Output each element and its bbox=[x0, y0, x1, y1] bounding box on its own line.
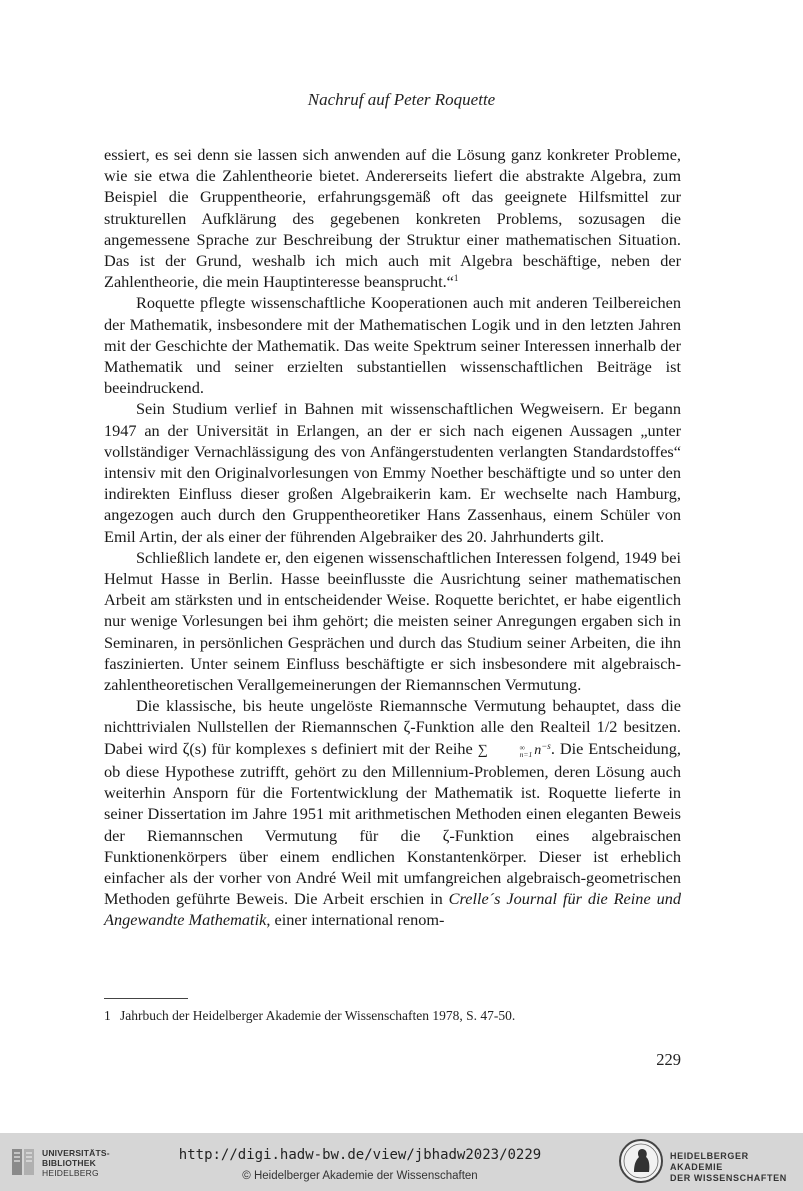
footnote-reference[interactable]: 1 bbox=[453, 273, 459, 284]
university-library-emblem-icon bbox=[8, 1145, 38, 1179]
footnote-separator bbox=[104, 998, 188, 999]
academy-name: HEIDELBERGER AKADEMIE DER WISSENSCHAFTEN bbox=[670, 1151, 787, 1183]
paragraph-2: Roquette pflegte wissenschaftliche Kooperationen auch mit anderen Teilbereichen der Mathematik, insbesondere mit der Mathematischen Logik und in den letzten Jahren mit der Geschichte der Mathematik. Das weite Spektrum seiner Interessen innerhalb der Mathematik und seiner erzielten substantiellen wissenschaftlichen Beiträge ist beeindruckend. bbox=[104, 293, 681, 398]
page-number: 229 bbox=[656, 1050, 681, 1069]
paragraph-5: Die klassische, bis heute ungelöste Riemannsche Vermutung behauptet, dass die nichttrivialen Nullstellen der Riemannschen ζ-Funktion alle den Realteil 1/2 besitzen. Dabei wird ζ(s) für komplexes s definiert mit der Reihe ∑ ∞ n=1 $n^{-s}$. Die Entscheidung, ob diese Hypothese zutrifft, gehört zu den Millennium-Problemen, deren Lösung auch weiterhin Ansporn für die Fortentwicklung der Mathematik ist. Roquette lieferte in seiner Dissertation im Jahre 1951 mit arithmetischen Methoden einen eleganten Beweis der Riemannschen Vermutung für die ζ-Funktion eines algebraischen Funktionenkörpers über einem endlichen Konstantenkörper. Dieser ist erheblich einfacher als der vorher von André Weil mit umfangreichen algebraisch-geometrischen Methoden geführte Beweis. Die Arbeit erschien in Crelle´s Journal für die Reine und Angewandte Mathematik, einer international renom- bbox=[104, 696, 681, 930]
paragraph-3: Sein Studium verlief in Bahnen mit wissenschaftlichen Wegweisern. Er begann 1947 an der Universität in Erlangen, an der er sich nach eigenen Aussagen „unter vollständiger Vernachlässigung des von Anfängerstudenten verlangten Standardstoffes“ intensiv mit den Originalvorlesungen von Emmy Noether beschäftigte und so unter den indirekten Einfluss dieser großen Algebraikerin kam. Er wechselte nach Hamburg, angezogen auch durch den Gruppentheoretiker Hans Zassenhaus, einem Schüler von Emil Artin, der als einer der führenden Algebraiker des 20. Jahrhunderts gilt. bbox=[104, 399, 681, 546]
paragraph-1: essiert, es sei denn sie lassen sich anwenden auf die Lösung ganz konkreter Probleme, wie sie etwa die Zahlentheorie bietet. Andererseits liefert die abstrakte Algebra, zum Beispiel die Gruppentheorie, erfahrungsgemäß oft das geeignete Hilfsmittel zur strukturellen Aufklärung des gegebenen konkreten Problems, sozusagen die angemessene Sprache zur Beschreibung der Struktur einer mathematischen Situation. Das ist der Grund, weshalb ich mich auch mit Algebra beschäftige, neben der Zahlentheorie, die mein Hauptinteresse beansprucht.“$^1$ bbox=[104, 145, 681, 292]
zeta-series-formula: ∑ ∞ n=1 $n^{-s}$ bbox=[477, 740, 551, 759]
body-text bbox=[104, 144, 681, 931]
permalink-url[interactable]: http://digi.hadw-bw.de/view/jbhadw2023/0229 bbox=[178, 1147, 542, 1163]
running-head: Nachruf auf Peter Roquette bbox=[307, 90, 496, 109]
footnote-number: 1 bbox=[104, 1008, 111, 1023]
copyright-notice: © Heidelberger Akademie der Wissenschaften bbox=[242, 1170, 478, 1182]
journal-title: Crelle´s Journal für die Reine und Angewandte Mathematik bbox=[104, 889, 681, 930]
paragraph-4: Schließlich landete er, den eigenen wissenschaftlichen Interessen folgend, 1949 bei Helmut Hasse in Berlin. Hasse beeinflusste die Ausrichtung seiner mathematischen Arbeit am stärksten und in entscheidender Weise. Roquette berichtet, er habe eigentlich nur wenige Vorlesungen bei ihm gehört; die meisten seiner Anregungen ergaben sich in Seminaren, in persönlichen Gesprächen und durch das Studium seiner Arbeiten, die ihn faszinierten. Unter seinem Einfluss beschäftigte er sich insbesondere mit algebraisch-zahlentheoretischen Verallgemeinerungen der Riemannschen Vermutung. bbox=[104, 547, 681, 695]
university-library-logo[interactable] bbox=[8, 1145, 108, 1181]
footnote bbox=[104, 1007, 681, 1025]
academy-portrait-seal-icon bbox=[618, 1138, 664, 1184]
academy-logo[interactable] bbox=[618, 1138, 803, 1188]
university-library-name: UNIVERSITÄTS- BIBLIOTHEK HEIDELBERG bbox=[42, 1148, 110, 1178]
footnote-text: Jahrbuch der Heidelberger Akademie der Wissenschaften 1978, S. 47-50. bbox=[120, 1008, 516, 1023]
viewer-footer bbox=[0, 1133, 803, 1191]
